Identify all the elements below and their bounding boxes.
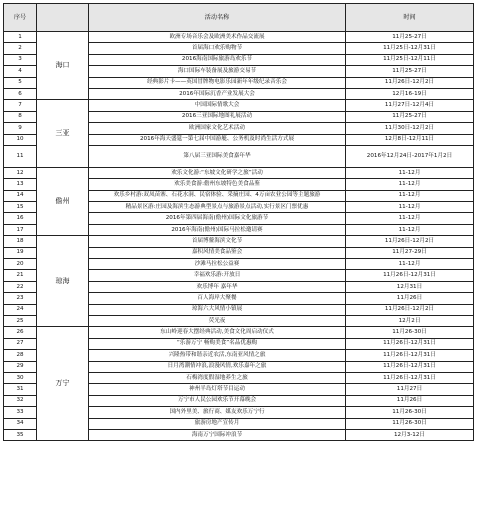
row-number: 27	[4, 338, 37, 349]
region-cell-haikou: 海口	[37, 32, 89, 100]
row-number: 33	[4, 407, 37, 418]
activity-time: 11月25-27日	[346, 32, 474, 43]
table-row	[4, 167, 474, 178]
activity-name: 2016年海天盛筵一第七届中国游艇、公务机及时尚生活方式展	[89, 134, 346, 145]
activity-name: 海南万宁国际冲浪节	[89, 429, 346, 440]
activity-name: 琼海六大风情小镇展	[89, 304, 346, 315]
activity-time: 11月26日-12月31日	[346, 338, 474, 349]
row-number: 13	[4, 179, 37, 190]
header-name: 活动名称	[89, 4, 346, 32]
activity-time: 11月25日-12月31日	[346, 43, 474, 54]
row-number: 31	[4, 384, 37, 395]
activity-name: 首届博鳌海滨文化节	[89, 236, 346, 247]
activity-table	[3, 3, 474, 441]
activity-time: 11月30日-12月2日	[346, 123, 474, 134]
activity-time: 11月26日-12月31日	[346, 372, 474, 383]
row-number: 30	[4, 372, 37, 383]
row-number: 6	[4, 88, 37, 99]
activity-time: 11月25-27日	[346, 111, 474, 122]
activity-name: 兴隆热带和谐亲近农活,东南亚风情之旅	[89, 350, 346, 361]
activity-name: 经典影片卡——英国冒牌物电影乐园新年年级纪录音乐会	[89, 77, 346, 88]
activity-name: 日月湾潮情冲浪,浪漫风情,欢乐嘉年之旅	[89, 361, 346, 372]
activity-time: 2016年12月24日-2017年1月2日	[346, 145, 474, 167]
activity-name: 幸福欢乐游:开放日	[89, 270, 346, 281]
row-number: 25	[4, 315, 37, 326]
activity-name: 欢乐博年 嘉年华	[89, 281, 346, 292]
activity-name: 精品景区游:庄园及海滨生态游典型景点与旅游景点活动,实行景区门票优惠	[89, 202, 346, 213]
activity-time: 11月26-30日	[346, 327, 474, 338]
activity-time: 11-12月	[346, 167, 474, 178]
activity-name: 荧光夜	[89, 315, 346, 326]
activity-time: 11月26日-12月31日	[346, 361, 474, 372]
activity-time: 11月25日-12月11日	[346, 54, 474, 65]
row-number: 15	[4, 202, 37, 213]
activity-time: 12月16-19日	[346, 88, 474, 99]
activity-name: 沙滩马拉松公益赛	[89, 259, 346, 270]
row-number: 3	[4, 54, 37, 65]
activity-time: 11月26-30日	[346, 407, 474, 418]
activity-name: 欢乐文化游:“东坡文化研学之旅”活动	[89, 167, 346, 178]
activity-name: 百人海岸大聚餐	[89, 293, 346, 304]
activity-time: 11月26日-12月31日	[346, 350, 474, 361]
activity-time: 11月26日-12月2日	[346, 304, 474, 315]
activity-time: 11月27日-12月4日	[346, 100, 474, 111]
table-row	[4, 236, 474, 247]
row-number: 24	[4, 304, 37, 315]
activity-time: 11-12月	[346, 190, 474, 201]
header-no: 序号	[4, 4, 37, 32]
activity-name: 神州半岛灯塔节目运动	[89, 384, 346, 395]
activity-name: 2016海南国际旅游岛欢乐节	[89, 54, 346, 65]
table-body	[4, 32, 474, 441]
activity-time: 11月26日	[346, 395, 474, 406]
activity-time: 11-12月	[346, 259, 474, 270]
activity-time: 11月26日-12月31日	[346, 270, 474, 281]
row-number: 17	[4, 224, 37, 235]
row-number: 19	[4, 247, 37, 258]
activity-name: 欧洲专场音乐会及欧洲美术作品交流展	[89, 32, 346, 43]
activity-time: 12月8日-12月11日	[346, 134, 474, 145]
table-row	[4, 327, 474, 338]
row-number: 12	[4, 167, 37, 178]
table-header-row	[4, 4, 474, 32]
activity-name: 欧洲国家文化艺术活动	[89, 123, 346, 134]
row-number: 21	[4, 270, 37, 281]
activity-time: 12月2日	[346, 315, 474, 326]
activity-name: 万宁市人民公园欢乐节开幕晚会	[89, 395, 346, 406]
activity-time: 12月31日	[346, 281, 474, 292]
activity-time: 11-12月	[346, 213, 474, 224]
activity-name: “乐游万宁 畅购美食”名品优惠购	[89, 338, 346, 349]
table-row	[4, 32, 474, 43]
activity-time: 11-12月	[346, 224, 474, 235]
row-number: 5	[4, 77, 37, 88]
header-time: 时间	[346, 4, 474, 32]
activity-name: 第八届三亚国际美食嘉年华	[89, 145, 346, 167]
table-row	[4, 100, 474, 111]
row-number: 22	[4, 281, 37, 292]
activity-name: 2016年第四届海南(儋州)国际文化旅游节	[89, 213, 346, 224]
activity-time: 11月26日	[346, 293, 474, 304]
activity-time: 11月26日-12月2日	[346, 77, 474, 88]
row-number: 8	[4, 111, 37, 122]
activity-name: 石梅湾度假湿地养生之旅	[89, 372, 346, 383]
row-number: 14	[4, 190, 37, 201]
activity-time: 11-12月	[346, 202, 474, 213]
region-cell-wanning: 万宁	[37, 327, 89, 441]
activity-time: 11月27-29日	[346, 247, 474, 258]
activity-name: 欢乐美食游:儋州东坡特色美食品鉴	[89, 179, 346, 190]
row-number: 34	[4, 418, 37, 429]
activity-name: 欢乐乡村游:双凤苗寨、石花水洞、民宿体验、采摘庄园、4万亩农业公园等主题旅游	[89, 190, 346, 201]
row-number: 10	[4, 134, 37, 145]
activity-name: 东山岭迎春大摆经典活动,美食文化周启动仪式	[89, 327, 346, 338]
activity-name: 嘉积风情美食品鉴会	[89, 247, 346, 258]
row-number: 26	[4, 327, 37, 338]
activity-name: 中国国际情歌大会	[89, 100, 346, 111]
row-number: 2	[4, 43, 37, 54]
activity-table-container	[3, 3, 474, 441]
row-number: 28	[4, 350, 37, 361]
row-number: 11	[4, 145, 37, 167]
activity-time: 11月26-30日	[346, 418, 474, 429]
activity-name: 首届海口欢乐购物节	[89, 43, 346, 54]
region-cell-danzhou: 儋州	[37, 167, 89, 235]
activity-name: 2016年海南(儋州)国际马拉松邀请赛	[89, 224, 346, 235]
activity-name: 2016年国际沉香产业发展大会	[89, 88, 346, 99]
row-number: 29	[4, 361, 37, 372]
activity-time: 11-12月	[346, 179, 474, 190]
row-number: 16	[4, 213, 37, 224]
activity-time: 11月25-27日	[346, 66, 474, 77]
row-number: 32	[4, 395, 37, 406]
activity-time: 11月27日	[346, 384, 474, 395]
row-number: 7	[4, 100, 37, 111]
header-city	[37, 4, 89, 32]
activity-time: 12月3-12日	[346, 429, 474, 440]
row-number: 1	[4, 32, 37, 43]
row-number: 4	[4, 66, 37, 77]
row-number: 23	[4, 293, 37, 304]
row-number: 20	[4, 259, 37, 270]
region-cell-sanya: 三亚	[37, 100, 89, 168]
region-cell-qionghai: 琼海	[37, 236, 89, 327]
activity-time: 11月26日-12月2日	[346, 236, 474, 247]
row-number: 35	[4, 429, 37, 440]
activity-name: 国内外里美、旅行商、媒友欢乐万宁行	[89, 407, 346, 418]
activity-name: 2016三亚国际地图礼展活动	[89, 111, 346, 122]
row-number: 9	[4, 123, 37, 134]
activity-name: 旅游房地产宣传月	[89, 418, 346, 429]
activity-name: 海口国际车装备展及旅游交易节	[89, 66, 346, 77]
row-number: 18	[4, 236, 37, 247]
